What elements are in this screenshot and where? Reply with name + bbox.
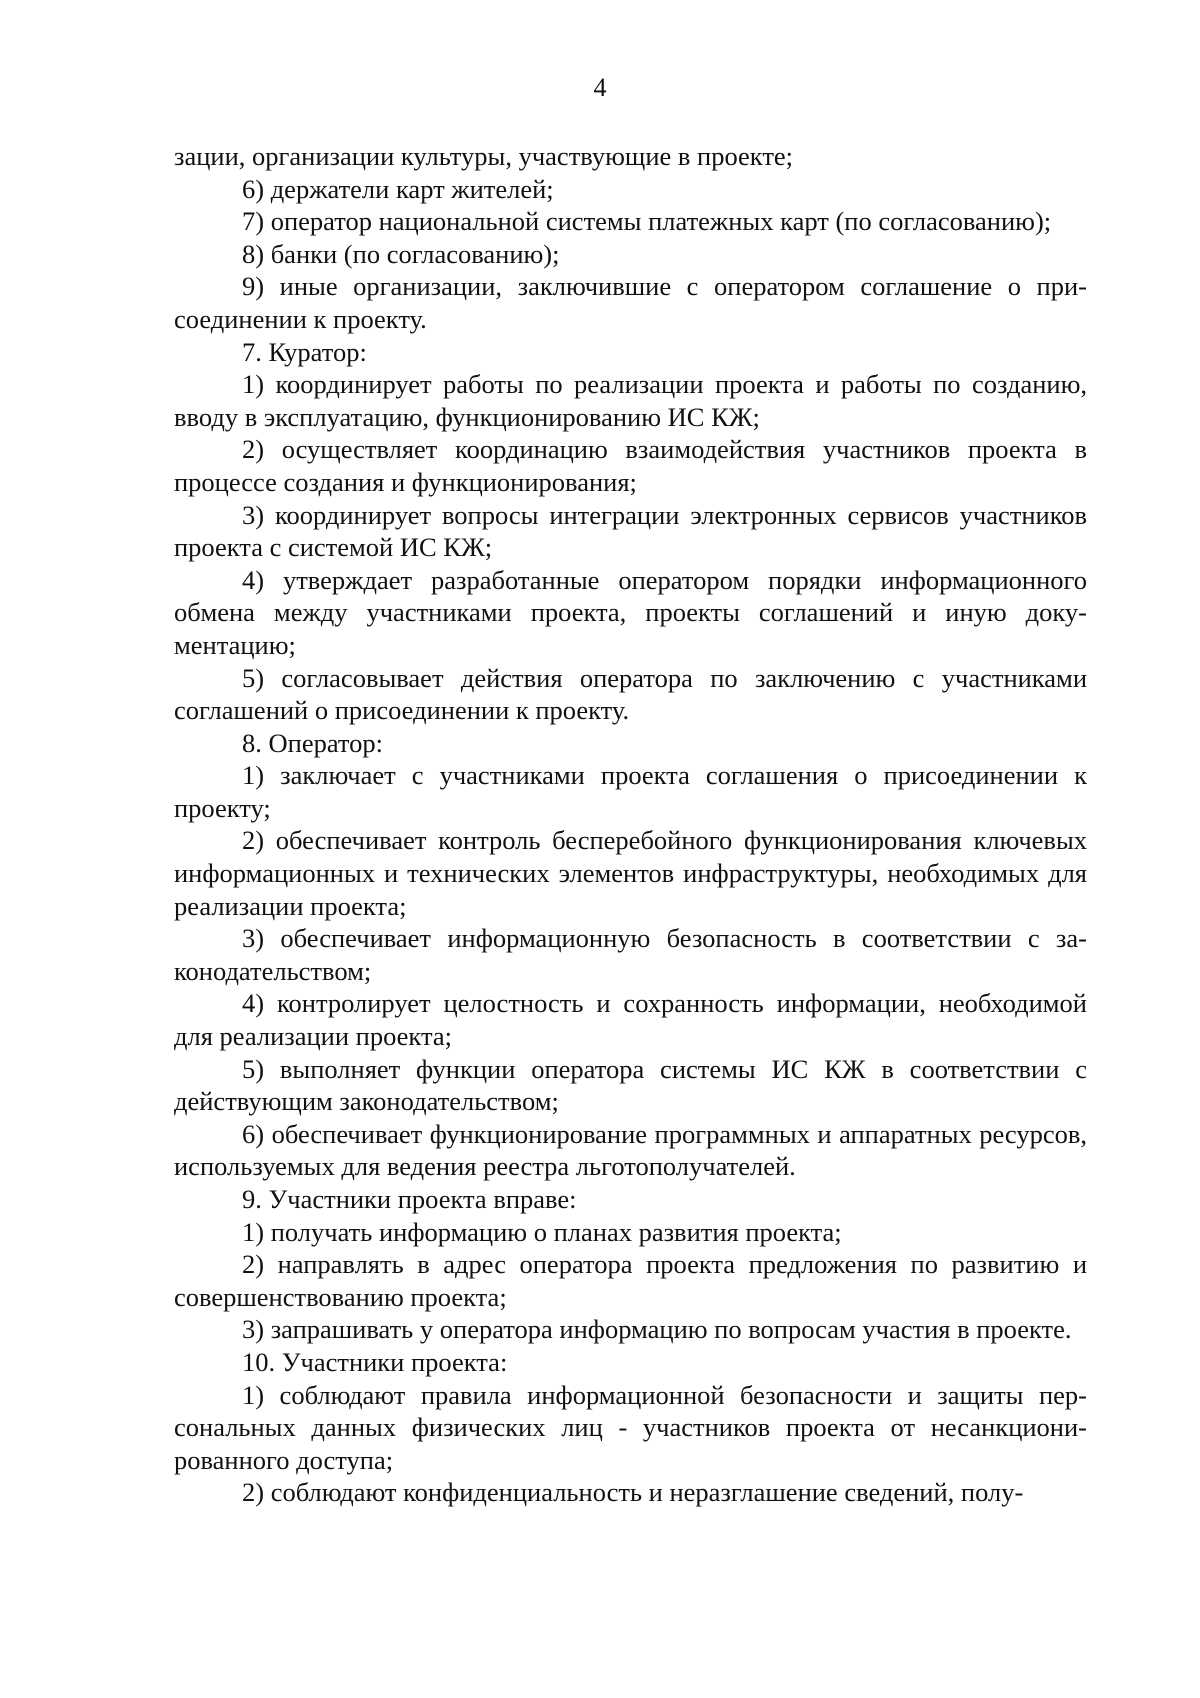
paragraph: 10. Участники проекта: xyxy=(242,1346,508,1377)
paragraph: 1) координирует работы по реализации проекта и работы по созданию, вводу в эксплуатацию, функционированию ИС КЖ; xyxy=(174,369,1087,432)
paragraph: 8. Оператор: xyxy=(242,727,384,758)
paragraph: 9) иные организации, заключившие с оператором соглашение о присоединении к проекту. xyxy=(174,271,1087,334)
paragraph: 2) осуществляет координацию взаимодействия участников проекта в процессе создания и функционирования; xyxy=(174,434,1087,497)
paragraph: 1) соблюдают правила информационной безопасности и защиты персональных данных физических лиц - участников проекта от несанкционированного доступа; xyxy=(174,1379,1087,1475)
paragraph: 4) утверждает разработанные оператором порядки информационного обмена между участниками проекта, проекты соглашений и иную документацию; xyxy=(174,564,1087,660)
document-body xyxy=(174,140,1087,1509)
paragraph: 6) обеспечивает функционирование программных и аппаратных ресурсов, используемых для ведения реестра льготополучателей. xyxy=(174,1118,1087,1182)
paragraph: 2) направлять в адрес оператора проекта предложения по развитию и совершенствованию проекта; xyxy=(174,1249,1087,1312)
paragraph: 1) получать информацию о планах развития проекта; xyxy=(242,1216,842,1247)
paragraph: 3) координирует вопросы интеграции электронных сервисов участников проекта с системой ИС КЖ; xyxy=(174,499,1087,563)
paragraph: зации, организации культуры, участвующие в проекте; xyxy=(174,141,794,171)
paragraph: 4) контролирует целостность и сохранность информации, необходимой для реализации проекта; xyxy=(174,988,1087,1052)
paragraph: 7. Куратор: xyxy=(242,336,367,367)
paragraph: 6) держатели карт жителей; xyxy=(242,173,554,204)
paragraph: 3) обеспечивает информационную безопасность в соответствии с законодательством; xyxy=(174,923,1087,986)
paragraph: 5) согласовывает действия оператора по заключению с участниками соглашений о присоединении к проекту. xyxy=(174,662,1087,726)
paragraph: 2) обеспечивает контроль бесперебойного функционирования ключевых информационных и технических элементов инфраструктуры, необходимых для реализации проекта; xyxy=(174,825,1087,921)
paragraph: 9. Участники проекта вправе: xyxy=(242,1184,577,1214)
page-number: 4 xyxy=(593,73,607,102)
paragraph: 7) оператор национальной системы платежных карт (по согласованию); xyxy=(242,206,1052,237)
paragraph: 2) соблюдают конфиденциальность и неразглашение сведений, полу- xyxy=(242,1477,1024,1508)
paragraph: 3) запрашивать у оператора информацию по вопросам участия в проекте. xyxy=(242,1314,1072,1345)
paragraph: 8) банки (по согласованию); xyxy=(242,238,560,269)
paragraph: 1) заключает с участниками проекта соглашения о присоединении к проекту; xyxy=(174,760,1087,823)
paragraph: 5) выполняет функции оператора системы ИС КЖ в соответствии с действующим законодательством; xyxy=(174,1053,1087,1117)
